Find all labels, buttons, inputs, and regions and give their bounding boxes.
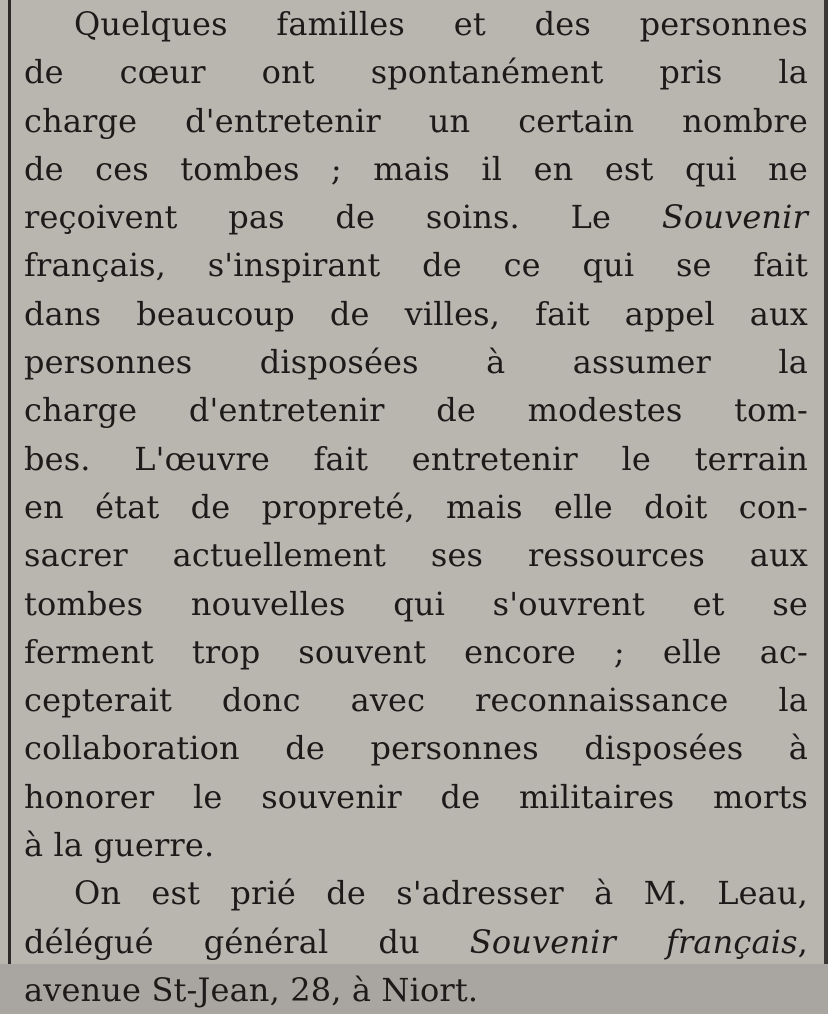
- italic-souvenir-francais: Souvenir français: [469, 922, 798, 961]
- text-line: Quelques familles et des personnes: [74, 5, 808, 43]
- text-line: en état de propreté, mais elle doit con-: [24, 487, 808, 526]
- text-line: honorer le souvenir de militaires morts: [24, 777, 808, 816]
- column-rule-right: [824, 0, 828, 964]
- text-line: sacrer actuellement ses ressources aux: [24, 536, 808, 575]
- text-line: ferment trop souvent encore ; elle ac-: [24, 632, 808, 671]
- text-line: français, s'inspirant de ce qui se fait: [24, 246, 808, 285]
- text-line: bes. L'œuvre fait entretenir le terrain: [24, 439, 808, 478]
- text-line: de ces tombes ; mais il en est qui ne: [24, 149, 808, 188]
- comma: ,: [797, 922, 808, 961]
- text-line: dans beaucoup de villes, fait appel aux: [24, 294, 808, 333]
- text-segment: reçoivent pas de soins. Le: [24, 198, 612, 237]
- text-line: tombes nouvelles qui s'ouvrent et se: [24, 584, 808, 623]
- text-line: collaboration de personnes disposées à: [24, 729, 808, 768]
- text-line: On est prié de s'adresser à M. Leau,: [74, 874, 808, 913]
- text-line: cepterait donc avec reconnaissance la: [24, 681, 808, 720]
- text-line-mixed: [24, 918, 808, 966]
- text-line: avenue St-Jean, 28, à Niort.: [24, 970, 479, 1009]
- text-line: charge d'entretenir de modestes tom-: [24, 391, 808, 430]
- text-line: personnes disposées à assumer la: [24, 343, 808, 382]
- text-line: de cœur ont spontanément pris la: [24, 53, 808, 92]
- italic-souvenir: Souvenir: [661, 198, 809, 237]
- text-line-mixed: [24, 193, 808, 241]
- text-line: charge d'entretenir un certain nombre: [24, 101, 808, 140]
- column-rule-left: [8, 0, 11, 964]
- text-segment: délégué général du: [24, 922, 420, 961]
- text-line: à la guerre.: [24, 826, 215, 865]
- article-text: [24, 0, 808, 1014]
